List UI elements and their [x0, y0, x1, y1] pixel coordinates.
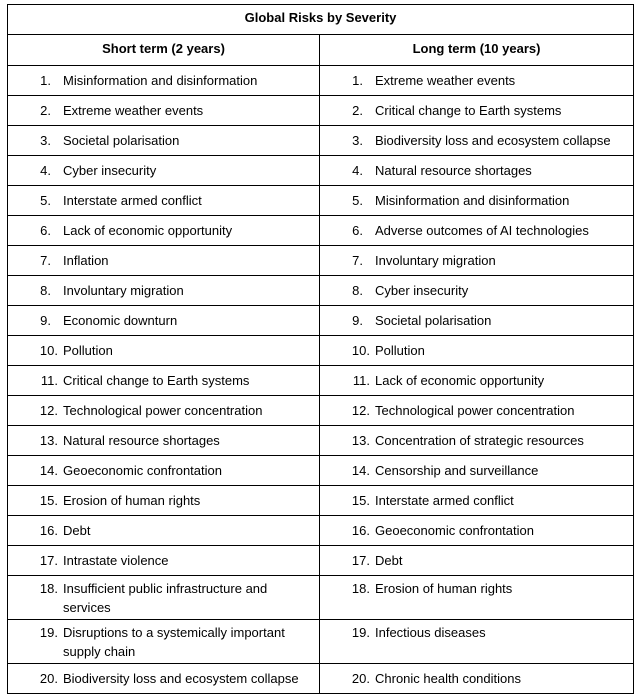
short-term-cell — [8, 276, 320, 306]
list-item — [8, 576, 319, 619]
long-term-cell — [320, 96, 634, 126]
table-row — [8, 66, 634, 96]
rank-number: 16. — [39, 523, 58, 538]
risk-label: Inflation — [63, 253, 109, 268]
table-row — [8, 396, 634, 426]
risk-label: Interstate armed conflict — [375, 493, 514, 508]
list-item — [320, 246, 633, 275]
rank-number: 5. — [40, 193, 51, 208]
risk-label: Critical change to Earth systems — [63, 373, 250, 388]
long-term-cell — [320, 336, 634, 366]
risk-label: Chronic health conditions — [375, 671, 521, 686]
rank-number: 13. — [351, 433, 370, 448]
list-item — [8, 546, 319, 575]
rank-number: 20. — [39, 671, 58, 686]
column-header-long-term-label: Long term (10 years) — [412, 41, 541, 56]
list-item — [320, 664, 633, 693]
long-term-cell — [320, 516, 634, 546]
rank-number: 2. — [352, 103, 363, 118]
table-row — [8, 516, 634, 546]
long-term-cell — [320, 366, 634, 396]
risk-label: Societal polarisation — [375, 313, 492, 328]
short-term-cell — [8, 186, 320, 216]
list-item — [8, 276, 319, 305]
table-row — [8, 366, 634, 396]
list-item — [320, 336, 633, 365]
risk-label: Economic downturn — [63, 313, 178, 328]
table-row — [8, 156, 634, 186]
risk-label: Cyber insecurity — [63, 163, 157, 178]
long-term-cell — [320, 620, 634, 664]
table-row — [8, 426, 634, 456]
rank-number: 13. — [39, 433, 58, 448]
risks-table-wrapper — [7, 4, 633, 694]
short-term-cell — [8, 306, 320, 336]
list-item — [8, 66, 319, 95]
table-title: Global Risks by Severity — [244, 10, 397, 25]
rank-number: 2. — [40, 103, 51, 118]
table-row — [8, 456, 634, 486]
list-item — [320, 426, 633, 455]
list-item — [320, 276, 633, 305]
long-term-cell — [320, 426, 634, 456]
rank-number: 11. — [40, 373, 58, 388]
rank-number: 20. — [351, 671, 370, 686]
list-item — [320, 96, 633, 125]
rank-number: 17. — [39, 553, 58, 568]
list-item — [8, 516, 319, 545]
risk-label: Biodiversity loss and ecosystem collapse — [63, 671, 299, 686]
risk-label: Misinformation and disinformation — [375, 193, 570, 208]
long-term-cell — [320, 546, 634, 576]
risk-label: Erosion of human rights — [63, 493, 201, 508]
rank-number: 4. — [40, 163, 51, 178]
list-item — [8, 126, 319, 155]
risk-label: Extreme weather events — [63, 103, 204, 118]
short-term-cell — [8, 216, 320, 246]
risk-label: Natural resource shortages — [63, 433, 220, 448]
risk-label: Misinformation and disinformation — [63, 73, 258, 88]
long-term-cell — [320, 486, 634, 516]
list-item — [8, 96, 319, 125]
risk-label: Lack of economic opportunity — [375, 373, 545, 388]
list-item — [8, 620, 319, 663]
risk-label: Pollution — [63, 343, 113, 358]
risk-label: Involuntary migration — [375, 253, 496, 268]
table-row — [8, 620, 634, 664]
rank-number: 8. — [40, 283, 51, 298]
table-row — [8, 306, 634, 336]
long-term-cell — [320, 216, 634, 246]
list-item — [320, 516, 633, 545]
rank-number: 7. — [352, 253, 363, 268]
short-term-cell — [8, 456, 320, 486]
table-row — [8, 246, 634, 276]
rank-number: 11. — [352, 373, 370, 388]
long-term-cell — [320, 456, 634, 486]
risk-label: Erosion of human rights — [375, 581, 513, 596]
list-item — [8, 306, 319, 335]
risks-table-body — [8, 66, 634, 694]
risk-label: Infectious diseases — [375, 625, 486, 640]
rank-number: 14. — [39, 463, 58, 478]
list-item — [8, 486, 319, 515]
rank-number: 3. — [352, 133, 363, 148]
table-row — [8, 576, 634, 620]
risk-label: Technological power concentration — [375, 403, 575, 418]
long-term-cell — [320, 276, 634, 306]
long-term-cell — [320, 126, 634, 156]
risk-label: Cyber insecurity — [375, 283, 469, 298]
short-term-cell — [8, 126, 320, 156]
short-term-cell — [8, 336, 320, 366]
short-term-cell — [8, 426, 320, 456]
risk-label: Debt — [63, 523, 91, 538]
table-title-cell — [8, 5, 634, 35]
list-item — [8, 366, 319, 395]
risk-label: Insufficient public infrastructure and services — [63, 581, 268, 615]
risk-label: Lack of economic opportunity — [63, 223, 233, 238]
rank-number: 12. — [39, 403, 58, 418]
list-item — [320, 620, 633, 644]
rank-number: 1. — [40, 73, 51, 88]
risk-label: Critical change to Earth systems — [375, 103, 562, 118]
list-item — [8, 396, 319, 425]
list-item — [8, 664, 319, 693]
list-item — [320, 486, 633, 515]
rank-number: 9. — [40, 313, 51, 328]
short-term-cell — [8, 246, 320, 276]
column-header-long-term — [320, 35, 634, 66]
risk-label: Biodiversity loss and ecosystem collapse — [375, 133, 611, 148]
risk-label: Extreme weather events — [375, 73, 516, 88]
table-row — [8, 186, 634, 216]
rank-number: 18. — [39, 581, 58, 596]
short-term-cell — [8, 66, 320, 96]
rank-number: 19. — [351, 625, 370, 640]
list-item — [8, 216, 319, 245]
risk-label: Geoeconomic confrontation — [375, 523, 534, 538]
global-risks-table — [7, 4, 634, 694]
list-item — [320, 186, 633, 215]
short-term-cell — [8, 396, 320, 426]
long-term-cell — [320, 576, 634, 620]
rank-number: 4. — [352, 163, 363, 178]
rank-number: 12. — [351, 403, 370, 418]
list-item — [8, 456, 319, 485]
risk-label: Pollution — [375, 343, 425, 358]
short-term-cell — [8, 96, 320, 126]
long-term-cell — [320, 66, 634, 96]
rank-number: 18. — [351, 581, 370, 596]
rank-number: 19. — [39, 625, 58, 640]
risk-label: Disruptions to a systemically important supply chain — [63, 625, 285, 659]
long-term-cell — [320, 156, 634, 186]
rank-number: 15. — [351, 493, 370, 508]
table-row — [8, 664, 634, 694]
short-term-cell — [8, 156, 320, 186]
column-header-short-term-label: Short term (2 years) — [102, 41, 225, 56]
list-item — [8, 426, 319, 455]
rank-number: 9. — [352, 313, 363, 328]
rank-number: 6. — [352, 223, 363, 238]
rank-number: 10. — [351, 343, 370, 358]
rank-number: 6. — [40, 223, 51, 238]
long-term-cell — [320, 186, 634, 216]
rank-number: 5. — [352, 193, 363, 208]
long-term-cell — [320, 246, 634, 276]
table-row — [8, 96, 634, 126]
short-term-cell — [8, 366, 320, 396]
short-term-cell — [8, 546, 320, 576]
list-item — [8, 246, 319, 275]
table-row — [8, 546, 634, 576]
column-header-short-term — [8, 35, 320, 66]
list-item — [320, 396, 633, 425]
rank-number: 15. — [39, 493, 58, 508]
short-term-cell — [8, 516, 320, 546]
list-item — [320, 576, 633, 600]
risk-label: Debt — [375, 553, 403, 568]
long-term-cell — [320, 396, 634, 426]
table-row — [8, 336, 634, 366]
list-item — [320, 546, 633, 575]
list-item — [320, 366, 633, 395]
list-item — [320, 156, 633, 185]
risk-label: Geoeconomic confrontation — [63, 463, 222, 478]
list-item — [8, 156, 319, 185]
rank-number: 3. — [40, 133, 51, 148]
risk-label: Technological power concentration — [63, 403, 263, 418]
table-row — [8, 276, 634, 306]
risk-label: Intrastate violence — [63, 553, 169, 568]
risk-label: Societal polarisation — [63, 133, 180, 148]
short-term-cell — [8, 576, 320, 620]
risk-label: Natural resource shortages — [375, 163, 532, 178]
list-item — [8, 336, 319, 365]
list-item — [320, 216, 633, 245]
rank-number: 8. — [352, 283, 363, 298]
table-row — [8, 486, 634, 516]
list-item — [320, 66, 633, 95]
risk-label: Adverse outcomes of AI technologies — [375, 223, 589, 238]
list-item — [320, 126, 633, 155]
rank-number: 10. — [39, 343, 58, 358]
table-row — [8, 126, 634, 156]
list-item — [320, 306, 633, 335]
rank-number: 14. — [351, 463, 370, 478]
long-term-cell — [320, 664, 634, 694]
long-term-cell — [320, 306, 634, 336]
rank-number: 1. — [352, 73, 363, 88]
risk-label: Involuntary migration — [63, 283, 184, 298]
list-item — [8, 186, 319, 215]
list-item — [320, 456, 633, 485]
rank-number: 17. — [351, 553, 370, 568]
rank-number: 7. — [40, 253, 51, 268]
risk-label: Interstate armed conflict — [63, 193, 202, 208]
short-term-cell — [8, 486, 320, 516]
short-term-cell — [8, 664, 320, 694]
table-row — [8, 216, 634, 246]
risk-label: Censorship and surveillance — [375, 463, 539, 478]
short-term-cell — [8, 620, 320, 664]
rank-number: 16. — [351, 523, 370, 538]
risk-label: Concentration of strategic resources — [375, 433, 584, 448]
